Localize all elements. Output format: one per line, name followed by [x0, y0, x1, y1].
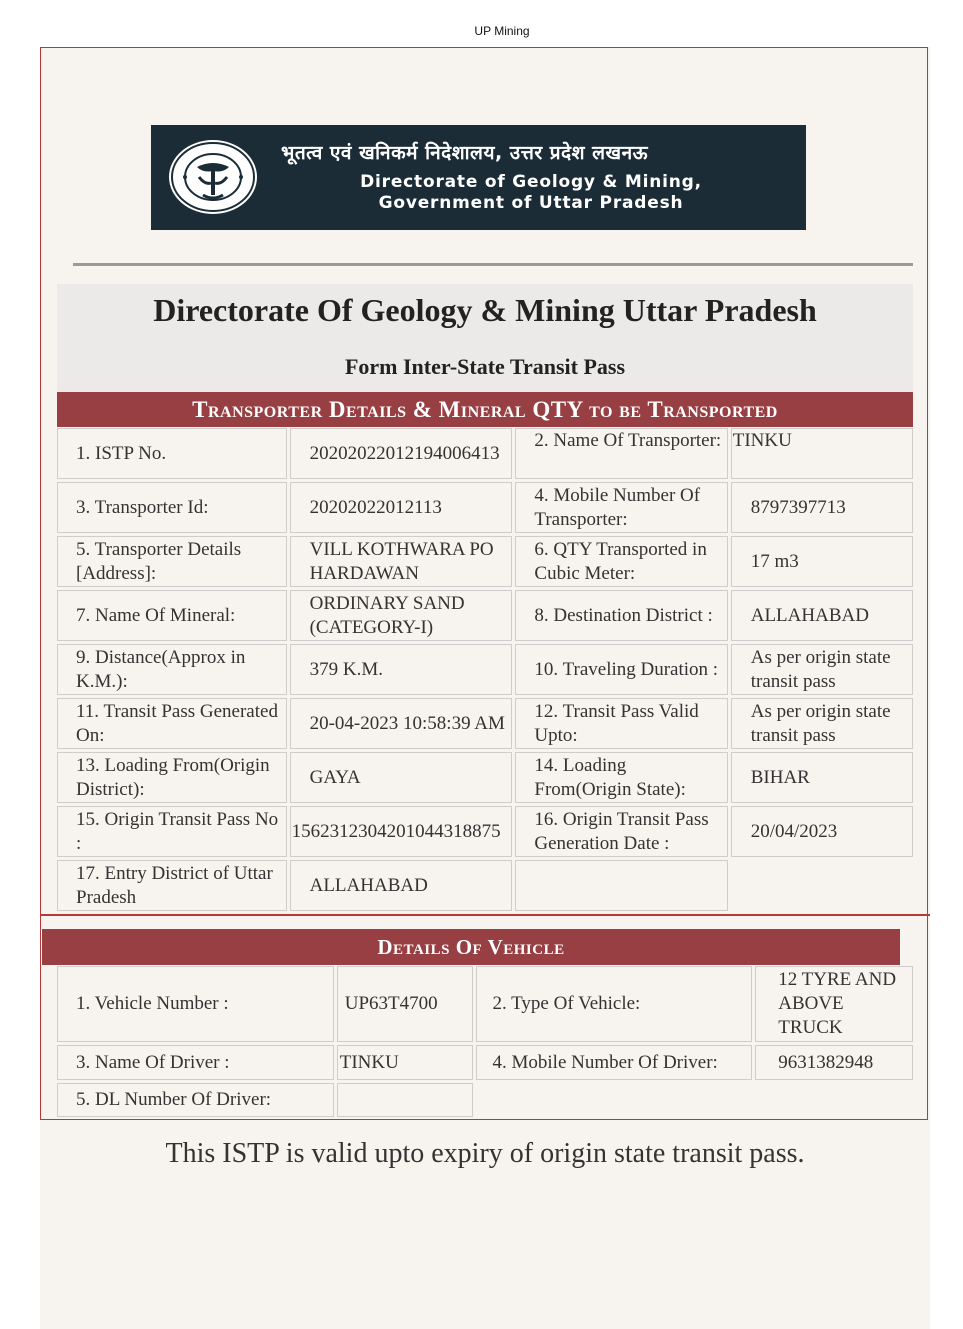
vehicle-section-heading: Details Of Vehicle — [42, 929, 900, 965]
field-label: 1. ISTP No. — [57, 428, 287, 479]
table-row — [57, 1083, 913, 1117]
empty-cell — [755, 1083, 913, 1117]
department-banner — [151, 125, 806, 230]
field-label — [515, 860, 727, 911]
table-row — [57, 752, 913, 803]
driver-name-label: 3. Name Of Driver : — [57, 1045, 334, 1080]
field-label: 16. Origin Transit Pass Generation Date : — [515, 806, 727, 857]
field-label: 14. Loading From(Origin State): — [515, 752, 727, 803]
vehicle-number-label: 1. Vehicle Number : — [57, 966, 334, 1042]
field-value: ALLAHABAD — [731, 590, 913, 641]
field-label: 17. Entry District of Uttar Pradesh — [57, 860, 287, 911]
driver-name-value: TINKU — [337, 1045, 473, 1080]
vehicle-details-table — [54, 963, 916, 1120]
dl-number-value — [337, 1083, 473, 1117]
field-value: 20202022012113 — [290, 482, 513, 533]
field-value: VILL KOTHWARA PO HARDAWAN — [290, 536, 513, 587]
field-label: 13. Loading From(Origin District): — [57, 752, 287, 803]
transporter-section-heading: Transporter Details & Mineral QTY to be Transported — [57, 392, 913, 427]
field-label: 8. Destination District : — [515, 590, 727, 641]
title-panel — [57, 284, 913, 392]
field-label: 15. Origin Transit Pass No : — [57, 806, 287, 857]
dl-number-label: 5. DL Number Of Driver: — [57, 1083, 334, 1117]
table-row — [57, 698, 913, 749]
vehicle-type-label: 2. Type Of Vehicle: — [476, 966, 753, 1042]
section-divider — [40, 914, 930, 916]
validity-note: This ISTP is valid upto expiry of origin state transit pass. — [165, 1138, 805, 1169]
field-value: 20-04-2023 10:58:39 AM — [290, 698, 513, 749]
vehicle-type-value: 12 TYRE AND ABOVE TRUCK — [755, 966, 913, 1042]
table-row — [57, 482, 913, 533]
field-label: 10. Traveling Duration : — [515, 644, 727, 695]
banner-hindi-title: भूतत्व एवं खनिकर्म निदेशालय, उत्तर प्रदेश लखनऊ — [281, 142, 649, 164]
transporter-details-table — [54, 425, 916, 914]
table-row — [57, 860, 913, 911]
field-label: 4. Mobile Number Of Transporter: — [515, 482, 727, 533]
field-label: 9. Distance(Approx in K.M.): — [57, 644, 287, 695]
field-value: 20/04/2023 — [731, 806, 913, 857]
field-value — [731, 860, 913, 911]
field-value: 20202022012194006413 — [290, 428, 513, 479]
field-label: 2. Name Of Transporter: — [515, 428, 727, 479]
field-value: 8797397713 — [731, 482, 913, 533]
field-label: 3. Transporter Id: — [57, 482, 287, 533]
table-row — [57, 428, 913, 479]
table-row — [57, 966, 913, 1042]
field-label: 7. Name Of Mineral: — [57, 590, 287, 641]
field-label: 12. Transit Pass Valid Upto: — [515, 698, 727, 749]
field-value: 1562312304201044318875 — [290, 806, 513, 857]
field-value: TINKU — [731, 428, 913, 479]
table-row — [57, 1045, 913, 1080]
field-value: GAYA — [290, 752, 513, 803]
page-header-caption: UP Mining — [474, 24, 530, 38]
driver-mobile-label: 4. Mobile Number Of Driver: — [476, 1045, 753, 1080]
table-row — [57, 590, 913, 641]
field-value: As per origin state transit pass — [731, 698, 913, 749]
table-row — [57, 806, 913, 857]
field-label: 5. Transporter Details [Address]: — [57, 536, 287, 587]
field-label: 6. QTY Transported in Cubic Meter: — [515, 536, 727, 587]
header-divider — [73, 263, 913, 266]
banner-english-line-1: Directorate of Geology & Mining, — [360, 172, 702, 192]
banner-english-line-2: Government of Uttar Pradesh — [378, 193, 684, 213]
table-row — [57, 644, 913, 695]
field-value: As per origin state transit pass — [731, 644, 913, 695]
field-label: 11. Transit Pass Generated On: — [57, 698, 287, 749]
empty-cell — [476, 1083, 753, 1117]
table-row — [57, 536, 913, 587]
form-subtitle: Form Inter-State Transit Pass — [344, 354, 626, 379]
field-value: 17 m3 — [731, 536, 913, 587]
page-title: Directorate Of Geology & Mining Uttar Pradesh — [153, 292, 817, 328]
driver-mobile-value: 9631382948 — [755, 1045, 913, 1080]
field-value: ORDINARY SAND (CATEGORY-I) — [290, 590, 513, 641]
field-value: BIHAR — [731, 752, 913, 803]
field-value: 379 K.M. — [290, 644, 513, 695]
up-government-emblem-icon — [167, 137, 259, 217]
field-value: ALLAHABAD — [290, 860, 513, 911]
vehicle-number-value: UP63T4700 — [337, 966, 473, 1042]
